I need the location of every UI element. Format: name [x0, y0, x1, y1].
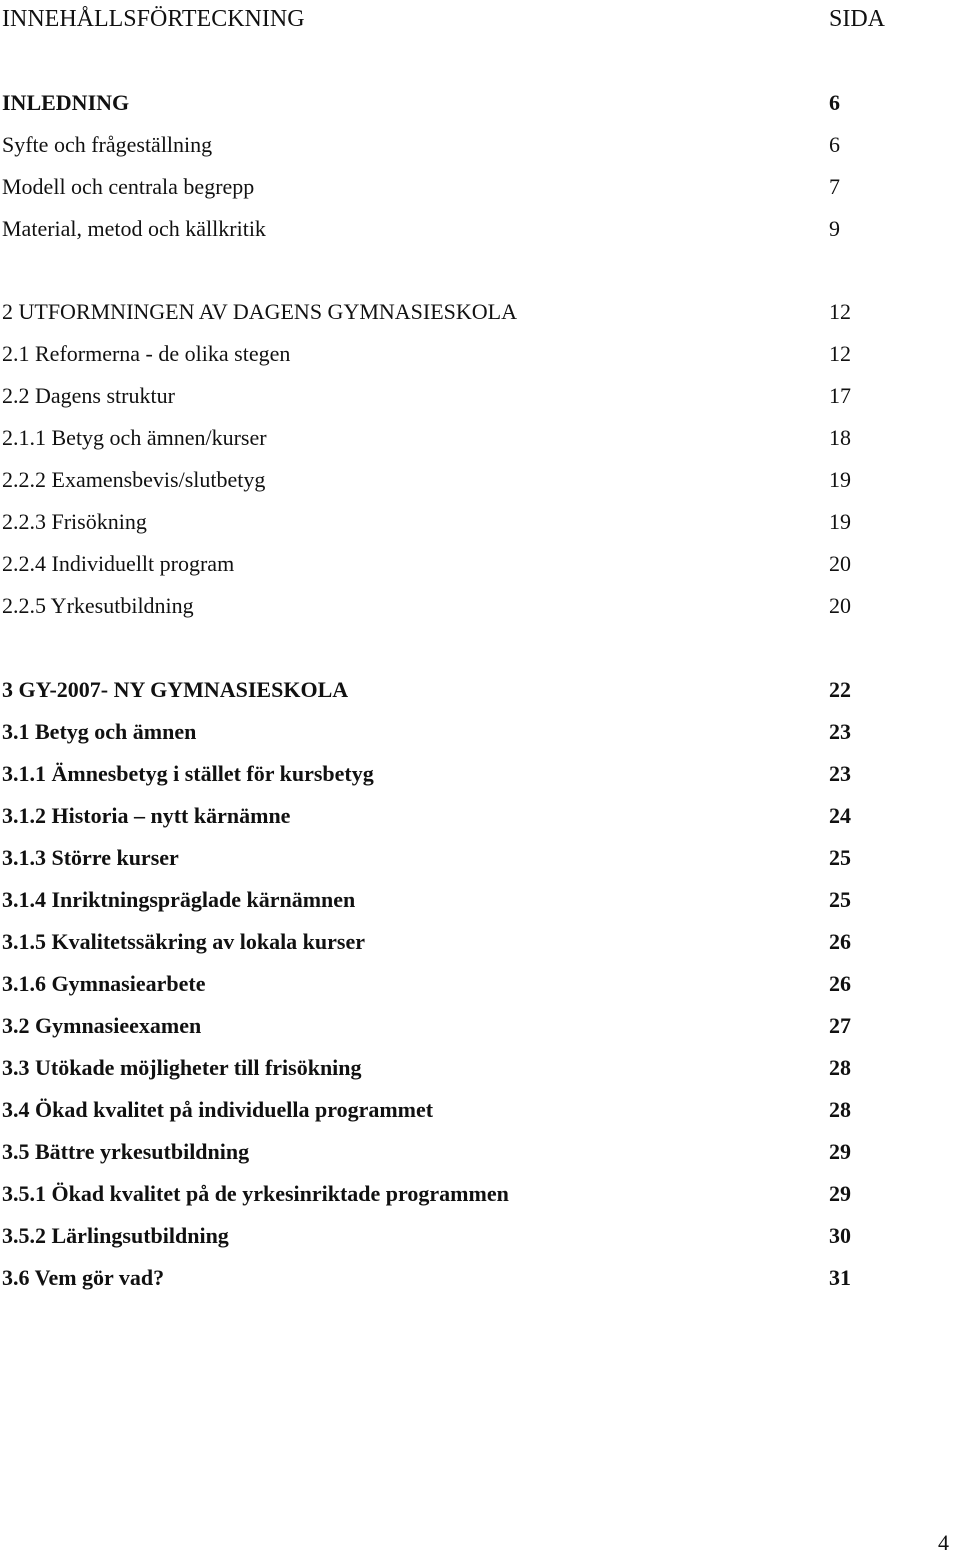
toc-entry-page: 29 — [829, 1181, 851, 1206]
toc-entry[interactable] — [0, 755, 960, 797]
toc-entry-page: 28 — [829, 1097, 851, 1122]
toc-entry[interactable] — [0, 84, 960, 126]
toc-section-chapter-3 — [0, 671, 960, 1301]
toc-entry-label: 3.1.6 Gymnasiearbete — [2, 971, 206, 996]
toc-entry[interactable] — [0, 839, 960, 881]
toc-entry-page: 6 — [829, 132, 840, 157]
toc-entry-page: 30 — [829, 1223, 851, 1248]
toc-entry-label: 3.5 Bättre yrkesutbildning — [2, 1139, 250, 1164]
page-number: 4 — [938, 1530, 949, 1555]
toc-entry-label: 2.2 Dagens struktur — [2, 383, 175, 408]
toc-entry[interactable] — [0, 168, 960, 210]
toc-entry-page: 26 — [829, 929, 851, 954]
toc-entry[interactable] — [0, 419, 960, 461]
toc-entry-page: 23 — [829, 719, 851, 744]
toc-entry-page: 20 — [829, 593, 851, 618]
toc-entry-label: 2.1.1 Betyg och ämnen/kurser — [2, 425, 267, 450]
toc-entry-page: 6 — [829, 90, 840, 115]
toc-entry-page: 29 — [829, 1139, 851, 1164]
toc-entry-page: 24 — [829, 803, 851, 828]
toc-entry-label: Syfte och frågeställning — [2, 132, 213, 157]
toc-entry-label: 2.2.4 Individuellt program — [2, 551, 235, 576]
toc-entry-label: 3.1.3 Större kurser — [2, 845, 179, 870]
toc-entry[interactable] — [0, 881, 960, 923]
toc-entry-page: 28 — [829, 1055, 851, 1080]
toc-entry[interactable] — [0, 126, 960, 168]
toc-entry-label: 2 UTFORMNINGEN AV DAGENS GYMNASIESKOLA — [2, 299, 518, 324]
toc-entry[interactable] — [0, 335, 960, 377]
toc-entry[interactable] — [0, 965, 960, 1007]
toc-entry-page: 25 — [829, 845, 851, 870]
toc-entry[interactable] — [0, 797, 960, 839]
toc-entry[interactable] — [0, 1007, 960, 1049]
toc-entry-page: 20 — [829, 551, 851, 576]
toc-entry[interactable] — [0, 1175, 960, 1217]
toc-entry-label: 2.2.3 Frisökning — [2, 509, 147, 534]
toc-entry[interactable] — [0, 1259, 960, 1301]
toc-entry-label: 2.2.5 Yrkesutbildning — [2, 593, 194, 618]
toc-entry[interactable] — [0, 671, 960, 713]
toc-entry-page: 26 — [829, 971, 851, 996]
toc-entry-page: 9 — [829, 216, 840, 241]
toc-entry-label: 3.1.5 Kvalitetssäkring av lokala kurser — [2, 929, 366, 954]
toc-entry-label: 3.1.2 Historia – nytt kärnämne — [2, 803, 291, 828]
toc-entry-page: 7 — [829, 174, 840, 199]
toc-entry-page: 17 — [829, 383, 851, 408]
toc-entry[interactable] — [0, 1049, 960, 1091]
toc-entry-page: 27 — [829, 1013, 851, 1038]
toc-entry-page: 12 — [829, 341, 851, 366]
toc-entry-label: Material, metod och källkritik — [2, 216, 266, 241]
toc-entry[interactable] — [0, 1217, 960, 1259]
toc-entry[interactable] — [0, 713, 960, 755]
toc-entry[interactable] — [0, 461, 960, 503]
toc-entry-page: 31 — [829, 1265, 851, 1290]
toc-entry-page: 12 — [829, 299, 851, 324]
toc-section-chapter-2 — [0, 293, 960, 629]
toc-entry-label: 3.1 Betyg och ämnen — [2, 719, 197, 744]
toc-entry[interactable] — [0, 293, 960, 335]
toc-entry[interactable] — [0, 503, 960, 545]
toc-title: INNEHÅLLSFÖRTECKNING — [2, 6, 305, 32]
toc-entry-label: 3.2 Gymnasieexamen — [2, 1013, 202, 1038]
toc-entry-label: 2.1 Reformerna - de olika stegen — [2, 341, 291, 366]
toc-entry-page: 23 — [829, 761, 851, 786]
toc-entry[interactable] — [0, 210, 960, 252]
toc-entry-label: 3.6 Vem gör vad? — [2, 1265, 165, 1290]
toc-entry-page: 19 — [829, 509, 851, 534]
toc-entry[interactable] — [0, 587, 960, 629]
toc-entry-page: 22 — [829, 677, 851, 702]
toc-entry-label: INLEDNING — [2, 90, 130, 115]
toc-entry[interactable] — [0, 545, 960, 587]
toc-entry[interactable] — [0, 1133, 960, 1175]
toc-entry-page: 19 — [829, 467, 851, 492]
toc-entry-label: 3.5.2 Lärlingsutbildning — [2, 1223, 229, 1248]
toc-header — [0, 0, 960, 40]
toc-entry[interactable] — [0, 377, 960, 419]
toc-entry-label: 3.3 Utökade möjligheter till frisökning — [2, 1055, 362, 1080]
toc-entry-label: 3.1.4 Inriktningspräglade kärnämnen — [2, 887, 356, 912]
toc-entry[interactable] — [0, 923, 960, 965]
toc-section-introduction — [0, 84, 960, 252]
toc-entry-label: 3.1.1 Ämnesbetyg i stället för kursbetyg — [2, 761, 374, 786]
toc-entry-label: 3.5.1 Ökad kvalitet på de yrkesinriktade programmen — [2, 1181, 509, 1206]
toc-entry-label: Modell och centrala begrepp — [2, 174, 255, 199]
toc-entry[interactable] — [0, 1091, 960, 1133]
toc-entry-page: 18 — [829, 425, 851, 450]
toc-entry-label: 3 GY-2007- NY GYMNASIESKOLA — [2, 677, 349, 702]
page-column-heading: SIDA — [829, 6, 886, 32]
toc-entry-label: 2.2.2 Examensbevis/slutbetyg — [2, 467, 266, 492]
toc-entry-page: 25 — [829, 887, 851, 912]
toc-entry-label: 3.4 Ökad kvalitet på individuella programmet — [2, 1097, 434, 1122]
